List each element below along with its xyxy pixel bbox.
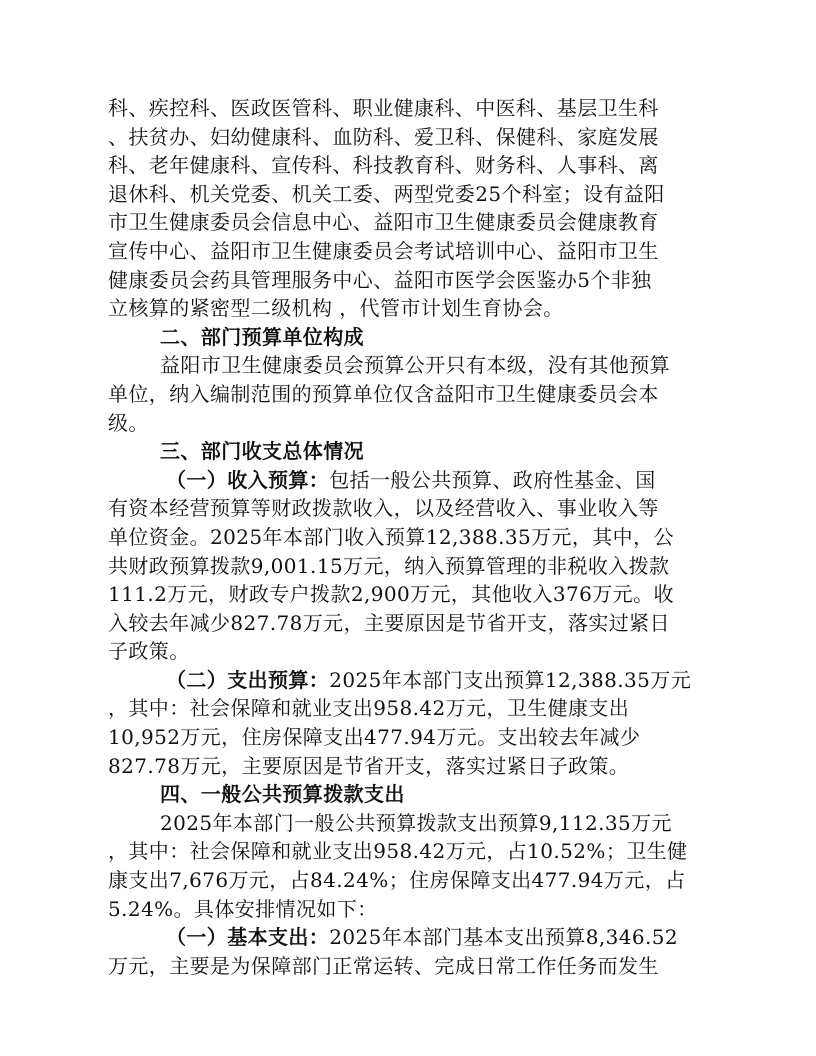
paragraph-line: 共财政预算拨款9,001.15万元，纳入预算管理的非税收入拨款 <box>108 553 670 578</box>
expense-budget-text: 2025年本部门支出预算12,388.35万元 <box>329 667 692 692</box>
paragraph-line: 单位，纳入编制范围的预算单位仅含益阳市卫生健康委员会本 <box>108 381 659 406</box>
paragraph-line: 健康委员会药具管理服务中心、益阳市医学会医鉴办5个非独 <box>108 267 652 292</box>
paragraph-line: 级。 <box>108 410 149 435</box>
paragraph-line: ，其中：社会保障和就业支出958.42万元，占10.52%；卫生健 <box>108 839 688 864</box>
section-heading-general-public: 四、一般公共预算拨款支出 <box>160 782 405 807</box>
paragraph-line: 111.2万元，财政专户拨款2,900万元，其他收入376万元。收 <box>108 582 674 607</box>
paragraph-line: 2025年本部门一般公共预算拨款支出预算9,112.35万元 <box>160 810 672 835</box>
paragraph-line: 立核算的紧密型二级机构 ，代管市计划生育协会。 <box>108 296 564 321</box>
paragraph-line: 科、老年健康科、宣传科、科技教育科、财务科、人事科、离 <box>108 153 659 178</box>
paragraph-line: 有资本经营预算等财政拨款收入，以及经营收入、事业收入等 <box>108 496 659 521</box>
paragraph-line: 退休科、机关党委、机关工委、两型党委25个科室；设有益阳 <box>108 181 665 206</box>
paragraph-line: 10,952万元，住房保障支出477.94万元。支出较去年减少 <box>108 725 641 750</box>
paragraph-line: 入较去年减少827.78万元，主要原因是节省开支，落实过紧日 <box>108 610 670 635</box>
paragraph-line: 科、疾控科、医政医管科、职业健康科、中医科、基层卫生科 <box>108 96 659 120</box>
paragraph-line: 万元，主要是为保障部门正常运转、完成日常工作任务而发生 <box>108 953 659 978</box>
paragraph-line: 827.78万元，主要原因是节省开支，落实过紧日子政策。 <box>108 753 630 778</box>
paragraph-line: 益阳市卫生健康委员会预算公开只有本级，没有其他预算 <box>160 353 670 378</box>
section-heading-budget-units: 二、部门预算单位构成 <box>160 324 364 349</box>
paragraph-line <box>108 923 712 952</box>
paragraph-line <box>108 466 712 495</box>
income-budget-label: （一）收入预算： <box>166 467 330 492</box>
income-budget-text: 包括一般公共预算、政府性基金、国 <box>329 467 656 492</box>
paragraph-line: 康支出7,676万元，占84.24%；住房保障支出477.94万元，占 <box>108 868 686 893</box>
paragraph-line: 子政策。 <box>108 639 190 664</box>
paragraph-line: 5.24%。具体安排情况如下： <box>108 896 378 921</box>
basic-expense-text: 2025年本部门基本支出预算8,346.52 <box>329 925 678 950</box>
section-heading-overall: 三、部门收支总体情况 <box>160 439 364 464</box>
paragraph-line: 市卫生健康委员会信息中心、益阳市卫生健康委员会健康教育 <box>108 210 659 235</box>
basic-expense-label: （一）基本支出： <box>166 925 330 950</box>
paragraph-line: 、扶贫办、妇幼健康科、血防科、爱卫科、保健科、家庭发展 <box>108 124 659 149</box>
expense-budget-label: （二）支出预算： <box>166 667 330 692</box>
document-page <box>108 94 712 980</box>
paragraph-line: 宣传中心、益阳市卫生健康委员会考试培训中心、益阳市卫生 <box>108 238 659 263</box>
paragraph-line: 单位资金。2025年本部门收入预算12,388.35万元，其中，公 <box>108 524 674 549</box>
paragraph-line <box>108 666 712 695</box>
paragraph-line: ，其中：社会保障和就业支出958.42万元，卫生健康支出 <box>108 696 630 721</box>
